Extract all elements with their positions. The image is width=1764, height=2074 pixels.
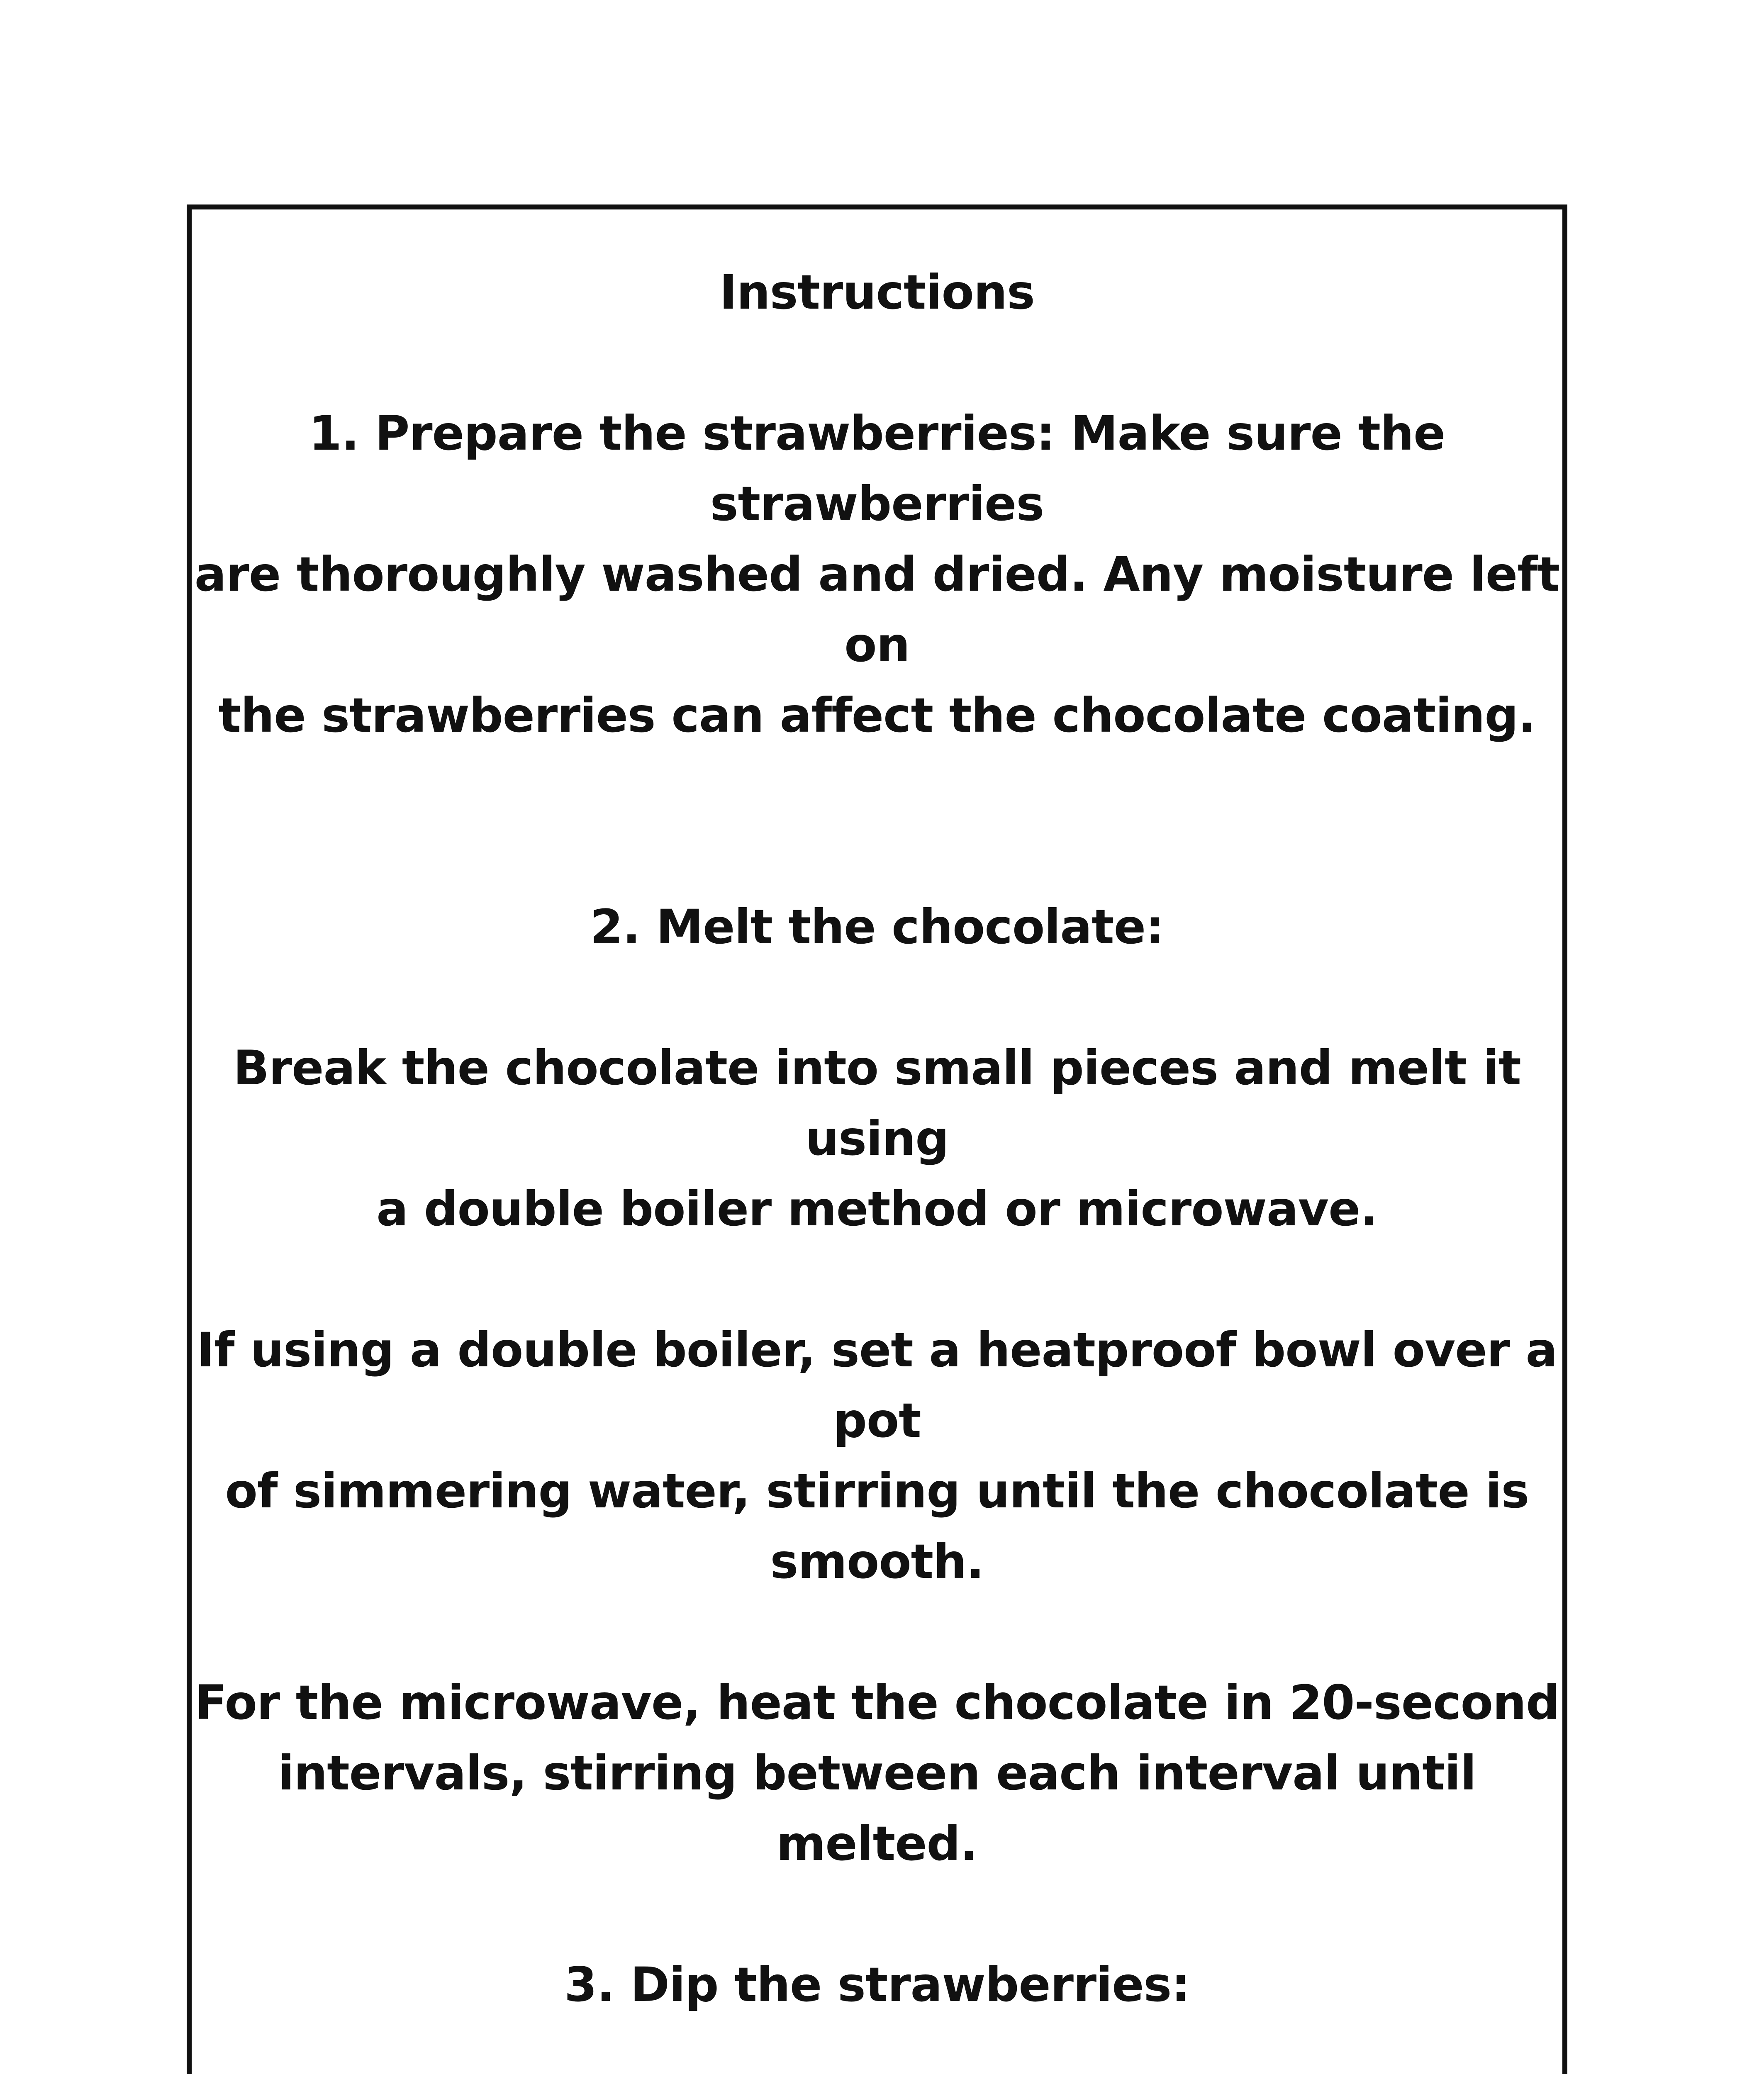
step-2-paragraph-break: Break the chocolate into small pieces and melt it using a double boiler method or microwave.: [233, 1040, 1521, 1237]
step-2-paragraph-microwave: For the microwave, heat the chocolate in 20-second intervals, stirring between each interval until melted.: [195, 1675, 1559, 1871]
instructions-content: [192, 257, 1562, 2074]
page-title: Instructions: [719, 265, 1035, 320]
step-2-heading: 2. Melt the chocolate:: [590, 899, 1164, 954]
step-2-paragraph-double-boiler: If using a double boiler, set a heatproof bowl over a pot of simmering water, stirring until the chocolate is smooth.: [197, 1322, 1557, 1589]
step-1-paragraph: 1. Prepare the strawberries: Make sure the strawberries are thoroughly washed and dried. Any moisture left on the strawberries can affect the chocolate coating.: [194, 406, 1560, 743]
step-3-heading: 3. Dip the strawberries:: [564, 1957, 1190, 2012]
